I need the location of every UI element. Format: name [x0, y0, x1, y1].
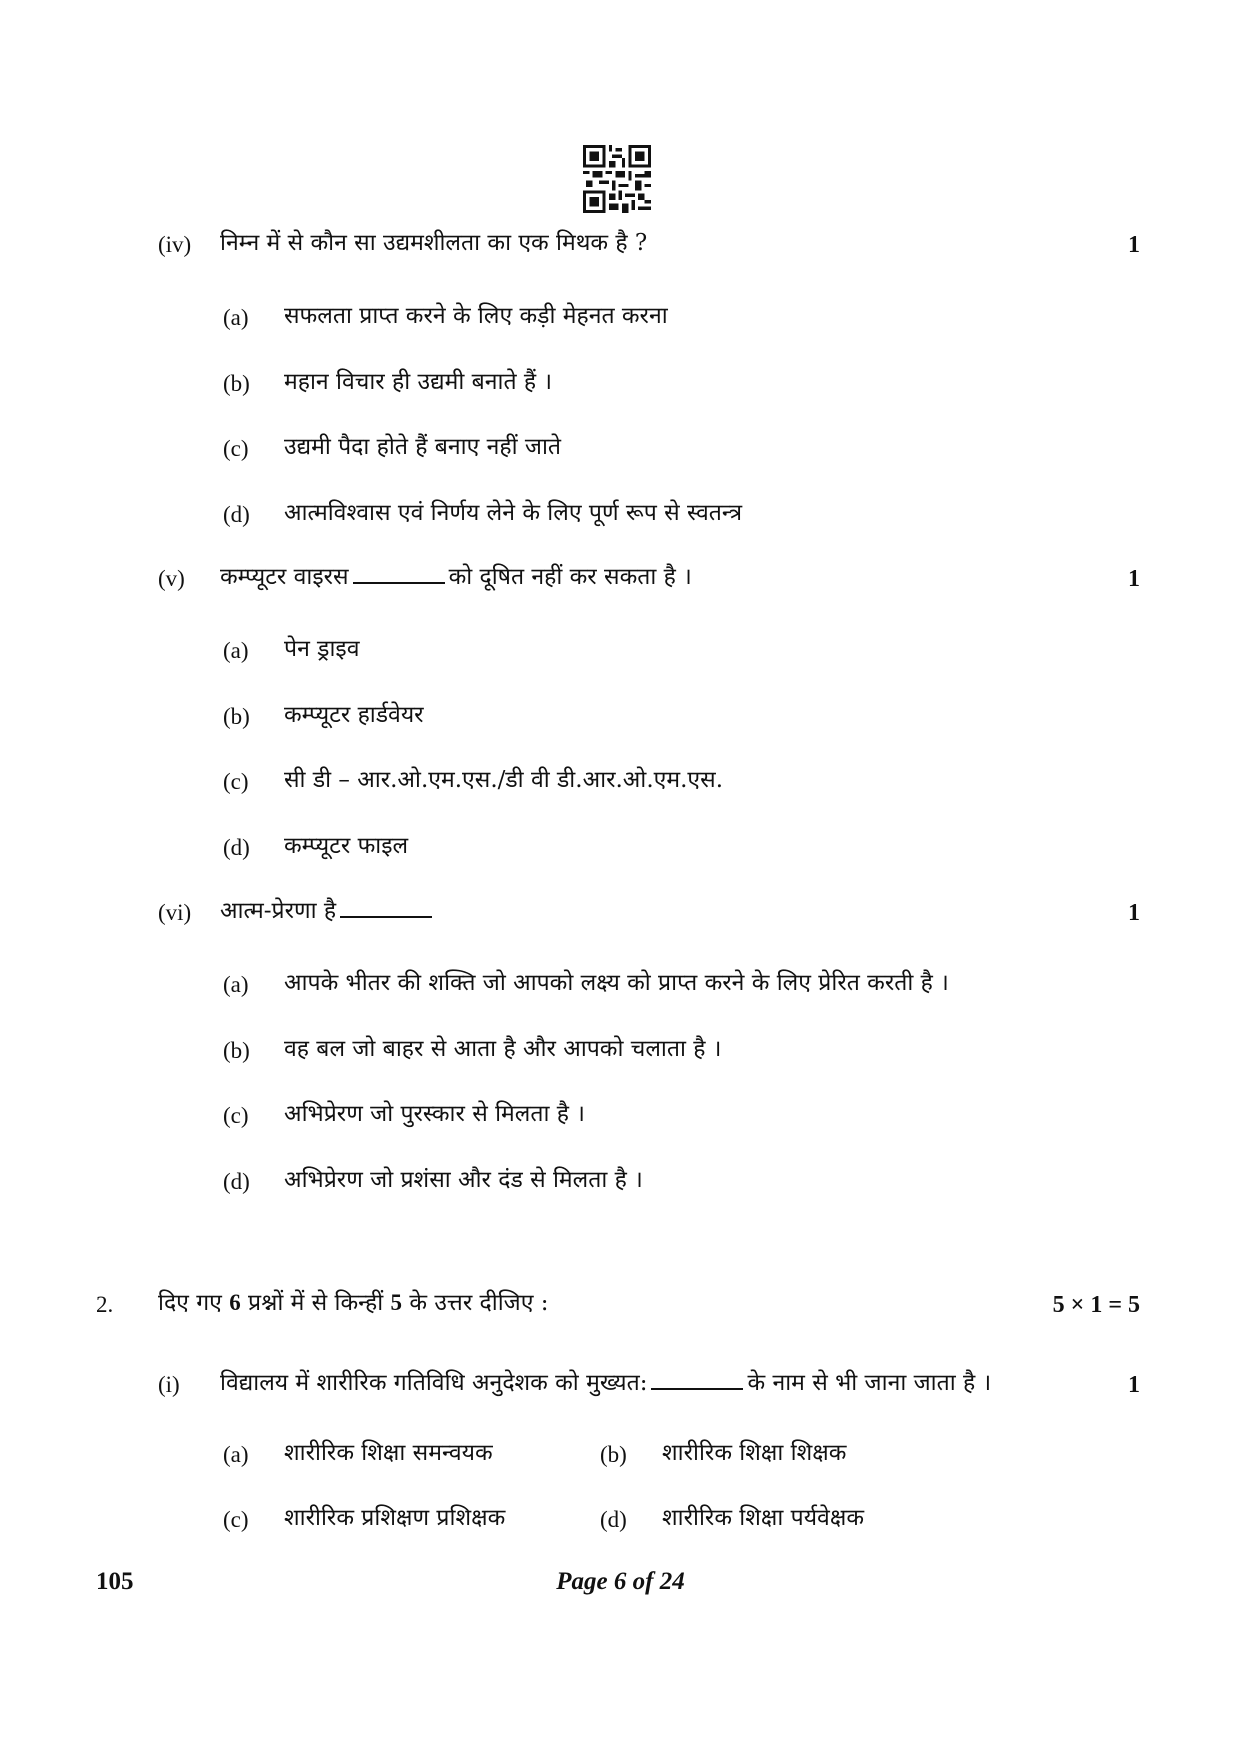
q2-count-answer: 5 [390, 1290, 403, 1315]
question-number: (iv) [158, 232, 192, 257]
option-label: (b) [223, 704, 250, 729]
option-label: (c) [223, 1103, 249, 1128]
fill-blank [651, 1370, 743, 1390]
option-text: शारीरिक शिक्षा समन्वयक [284, 1440, 493, 1466]
option-text: सी डी – आर.ओ.एम.एस./डी वी डी.आर.ओ.एम.एस. [284, 767, 724, 793]
question-text [220, 562, 692, 592]
question-text-before: आत्म-प्रेरणा है [220, 898, 337, 924]
question-text-after: के नाम से भी जाना जाता है । [747, 1370, 992, 1396]
qr-code-icon [583, 145, 651, 213]
question-marks: 1 [1128, 900, 1140, 926]
question-marks: 1 [1128, 232, 1140, 258]
option-label: (a) [223, 638, 249, 663]
option-text: शारीरिक शिक्षा शिक्षक [662, 1440, 847, 1466]
option-text: सफलता प्राप्त करने के लिए कड़ी मेहनत करना [284, 303, 668, 329]
question-text [220, 896, 436, 926]
option-label: (b) [223, 371, 250, 396]
q2-text-part: के उत्तर दीजिए : [409, 1290, 549, 1316]
paper-code: 105 [96, 1568, 134, 1595]
option-label: (a) [223, 1442, 249, 1467]
option-text: वह बल जो बाहर से आता है और आपको चलाता है । [284, 1036, 722, 1062]
option-text: महान विचार ही उद्यमी बनाते हैं । [284, 369, 553, 395]
option-text: कम्प्यूटर हार्डवेयर [284, 702, 424, 728]
question-text-after: को दूषित नहीं कर सकता है । [448, 564, 692, 590]
option-text: अभिप्रेरण जो प्रशंसा और दंड से मिलता है । [284, 1167, 643, 1193]
question-number: 2. [96, 1292, 114, 1317]
fill-blank [353, 564, 445, 584]
question-text-before: विद्यालय में शारीरिक गतिविधि अनुदेशक को मुख्यत: [220, 1370, 648, 1396]
option-label: (c) [223, 1507, 249, 1532]
option-label: (d) [223, 502, 250, 527]
page-number: Page 6 of 24 [556, 1568, 685, 1595]
question-marks: 5 × 1 = 5 [1052, 1292, 1140, 1318]
option-text: पेन ड्राइव [284, 636, 360, 662]
question-text: निम्न में से कौन सा उद्यमशीलता का एक मिथक है ? [220, 230, 648, 256]
option-label: (c) [223, 769, 249, 794]
question-number: (v) [158, 566, 185, 591]
question-number: (i) [158, 1372, 180, 1397]
option-text: शारीरिक शिक्षा पर्यवेक्षक [662, 1505, 865, 1531]
option-label: (d) [223, 835, 250, 860]
option-text: आत्मविश्वास एवं निर्णय लेने के लिए पूर्ण रूप से स्वतन्त्र [284, 500, 743, 526]
question-marks: 1 [1128, 566, 1140, 592]
q2-text-part: दिए गए [158, 1290, 222, 1316]
option-label: (d) [600, 1507, 627, 1532]
question-number: (vi) [158, 900, 192, 925]
option-label: (b) [600, 1442, 627, 1467]
option-text: आपके भीतर की शक्ति जो आपको लक्ष्य को प्राप्त करने के लिए प्रेरित करती है । [284, 970, 949, 996]
option-label: (d) [223, 1169, 250, 1194]
option-label: (a) [223, 972, 249, 997]
question-text [220, 1368, 991, 1398]
option-text: अभिप्रेरण जो पुरस्कार से मिलता है । [284, 1101, 586, 1127]
question-marks: 1 [1128, 1372, 1140, 1398]
question-text [158, 1288, 549, 1318]
option-label: (b) [223, 1038, 250, 1063]
fill-blank [340, 898, 432, 918]
option-text: उद्यमी पैदा होते हैं बनाए नहीं जाते [284, 434, 562, 460]
option-label: (a) [223, 305, 249, 330]
option-text: शारीरिक प्रशिक्षण प्रशिक्षक [284, 1505, 506, 1531]
option-text: कम्प्यूटर फाइल [284, 833, 409, 859]
q2-count-total: 6 [229, 1290, 241, 1315]
option-label: (c) [223, 436, 249, 461]
question-text-before: कम्प्यूटर वाइरस [220, 564, 349, 590]
q2-text-part: प्रश्नों में से किन्हीं [248, 1290, 384, 1316]
